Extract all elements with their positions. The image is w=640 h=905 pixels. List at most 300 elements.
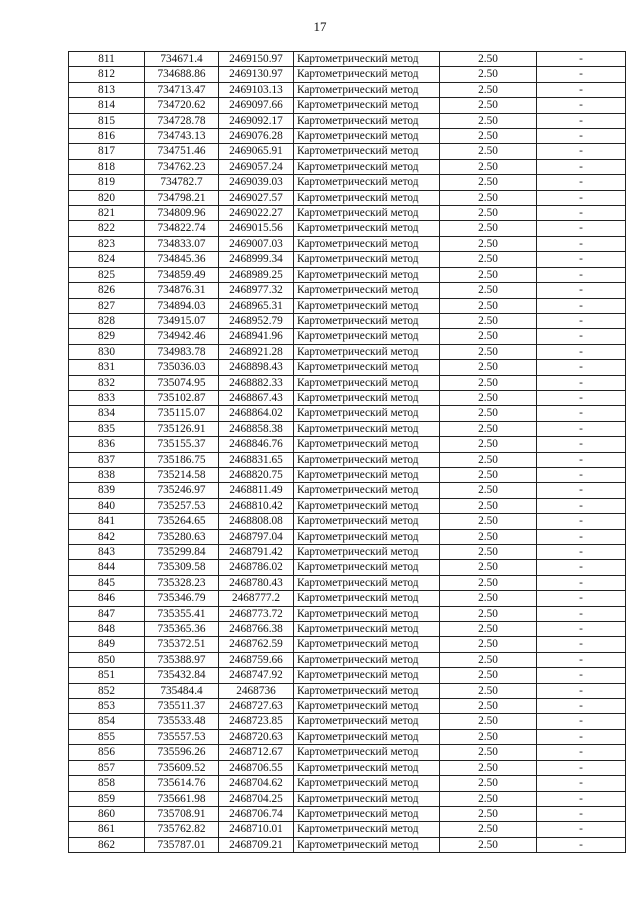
point-number-cell: 855 [69,729,145,744]
method-cell: Картометрический метод [294,298,440,313]
point-number-cell: 852 [69,683,145,698]
accuracy-cell: 2.50 [440,421,537,436]
method-cell: Картометрический метод [294,82,440,97]
y-coordinate-cell: 2468791.42 [219,545,294,560]
y-coordinate-cell: 2468820.75 [219,467,294,482]
table-row [69,298,626,313]
y-coordinate-cell: 2468810.42 [219,498,294,513]
point-number-cell: 818 [69,159,145,174]
x-coordinate-cell: 735155.37 [145,437,219,452]
x-coordinate-cell: 734876.31 [145,283,219,298]
table-row [69,806,626,821]
note-cell: - [537,837,626,852]
y-coordinate-cell: 2468864.02 [219,406,294,421]
accuracy-cell: 2.50 [440,360,537,375]
table-row [69,760,626,775]
point-number-cell: 826 [69,283,145,298]
method-cell: Картометрический метод [294,129,440,144]
table-row [69,206,626,221]
table-row [69,652,626,667]
method-cell: Картометрический метод [294,113,440,128]
table-row [69,483,626,498]
accuracy-cell: 2.50 [440,129,537,144]
method-cell: Картометрический метод [294,452,440,467]
note-cell: - [537,298,626,313]
point-number-cell: 846 [69,591,145,606]
y-coordinate-cell: 2469027.57 [219,190,294,205]
method-cell: Картометрический метод [294,575,440,590]
y-coordinate-cell: 2468858.38 [219,421,294,436]
note-cell: - [537,267,626,282]
y-coordinate-cell: 2468831.65 [219,452,294,467]
y-coordinate-cell: 2469097.66 [219,98,294,113]
point-number-cell: 812 [69,67,145,82]
point-number-cell: 830 [69,344,145,359]
note-cell: - [537,129,626,144]
accuracy-cell: 2.50 [440,98,537,113]
accuracy-cell: 2.50 [440,283,537,298]
table-body [69,52,626,853]
note-cell: - [537,313,626,328]
point-number-cell: 829 [69,329,145,344]
table-row [69,514,626,529]
note-cell: - [537,452,626,467]
point-number-cell: 833 [69,390,145,405]
y-coordinate-cell: 2468780.43 [219,575,294,590]
x-coordinate-cell: 735102.87 [145,390,219,405]
point-number-cell: 820 [69,190,145,205]
method-cell: Картометрический метод [294,729,440,744]
y-coordinate-cell: 2468898.43 [219,360,294,375]
accuracy-cell: 2.50 [440,159,537,174]
accuracy-cell: 2.50 [440,822,537,837]
point-number-cell: 819 [69,175,145,190]
table-row [69,175,626,190]
y-coordinate-cell: 2469057.24 [219,159,294,174]
note-cell: - [537,252,626,267]
note-cell: - [537,591,626,606]
table-row [69,452,626,467]
y-coordinate-cell: 2468766.38 [219,622,294,637]
point-number-cell: 848 [69,622,145,637]
table-row [69,545,626,560]
y-coordinate-cell: 2468808.08 [219,514,294,529]
y-coordinate-cell: 2468977.32 [219,283,294,298]
x-coordinate-cell: 734728.78 [145,113,219,128]
x-coordinate-cell: 734688.86 [145,67,219,82]
point-number-cell: 837 [69,452,145,467]
note-cell: - [537,714,626,729]
table-row [69,159,626,174]
x-coordinate-cell: 735328.23 [145,575,219,590]
table-row [69,329,626,344]
table-row [69,390,626,405]
x-coordinate-cell: 735280.63 [145,529,219,544]
note-cell: - [537,98,626,113]
table-row [69,313,626,328]
x-coordinate-cell: 734671.4 [145,52,219,67]
point-number-cell: 849 [69,637,145,652]
x-coordinate-cell: 734915.07 [145,313,219,328]
note-cell: - [537,729,626,744]
method-cell: Картометрический метод [294,437,440,452]
x-coordinate-cell: 735557.53 [145,729,219,744]
accuracy-cell: 2.50 [440,144,537,159]
method-cell: Картометрический метод [294,98,440,113]
method-cell: Картометрический метод [294,175,440,190]
table-row [69,668,626,683]
point-number-cell: 813 [69,82,145,97]
x-coordinate-cell: 735365.36 [145,622,219,637]
table-row [69,267,626,282]
y-coordinate-cell: 2469150.97 [219,52,294,67]
note-cell: - [537,498,626,513]
y-coordinate-cell: 2468777.2 [219,591,294,606]
y-coordinate-cell: 2468952.79 [219,313,294,328]
table-row [69,498,626,513]
accuracy-cell: 2.50 [440,467,537,482]
note-cell: - [537,390,626,405]
x-coordinate-cell: 735264.65 [145,514,219,529]
y-coordinate-cell: 2469007.03 [219,236,294,251]
y-coordinate-cell: 2468723.85 [219,714,294,729]
accuracy-cell: 2.50 [440,745,537,760]
y-coordinate-cell: 2468720.63 [219,729,294,744]
point-number-cell: 824 [69,252,145,267]
accuracy-cell: 2.50 [440,483,537,498]
point-number-cell: 825 [69,267,145,282]
method-cell: Картометрический метод [294,514,440,529]
note-cell: - [537,82,626,97]
table-row [69,699,626,714]
note-cell: - [537,606,626,621]
accuracy-cell: 2.50 [440,113,537,128]
x-coordinate-cell: 734713.47 [145,82,219,97]
x-coordinate-cell: 734833.07 [145,236,219,251]
accuracy-cell: 2.50 [440,791,537,806]
x-coordinate-cell: 735762.82 [145,822,219,837]
y-coordinate-cell: 2468941.96 [219,329,294,344]
y-coordinate-cell: 2469092.17 [219,113,294,128]
point-number-cell: 851 [69,668,145,683]
note-cell: - [537,175,626,190]
y-coordinate-cell: 2468704.25 [219,791,294,806]
x-coordinate-cell: 735309.58 [145,560,219,575]
method-cell: Картометрический метод [294,822,440,837]
method-cell: Картометрический метод [294,498,440,513]
method-cell: Картометрический метод [294,683,440,698]
y-coordinate-cell: 2468747.92 [219,668,294,683]
y-coordinate-cell: 2469022.27 [219,206,294,221]
y-coordinate-cell: 2468773.72 [219,606,294,621]
accuracy-cell: 2.50 [440,729,537,744]
table-row [69,344,626,359]
x-coordinate-cell: 734859.49 [145,267,219,282]
accuracy-cell: 2.50 [440,344,537,359]
y-coordinate-cell: 2469039.03 [219,175,294,190]
page-number: 17 [313,19,327,34]
accuracy-cell: 2.50 [440,452,537,467]
accuracy-cell: 2.50 [440,560,537,575]
method-cell: Картометрический метод [294,714,440,729]
note-cell: - [537,791,626,806]
note-cell: - [537,683,626,698]
note-cell: - [537,437,626,452]
note-cell: - [537,283,626,298]
x-coordinate-cell: 735787.01 [145,837,219,852]
table-row [69,637,626,652]
table-row [69,822,626,837]
y-coordinate-cell: 2468709.21 [219,837,294,852]
note-cell: - [537,545,626,560]
x-coordinate-cell: 734782.7 [145,175,219,190]
accuracy-cell: 2.50 [440,67,537,82]
note-cell: - [537,806,626,821]
accuracy-cell: 2.50 [440,622,537,637]
x-coordinate-cell: 734822.74 [145,221,219,236]
point-number-cell: 817 [69,144,145,159]
table-row [69,622,626,637]
point-number-cell: 841 [69,514,145,529]
note-cell: - [537,699,626,714]
y-coordinate-cell: 2469130.97 [219,67,294,82]
point-number-cell: 815 [69,113,145,128]
x-coordinate-cell: 735074.95 [145,375,219,390]
y-coordinate-cell: 2468727.63 [219,699,294,714]
accuracy-cell: 2.50 [440,776,537,791]
table-row [69,190,626,205]
table-row [69,98,626,113]
table-row [69,575,626,590]
accuracy-cell: 2.50 [440,668,537,683]
y-coordinate-cell: 2468921.28 [219,344,294,359]
x-coordinate-cell: 735186.75 [145,452,219,467]
x-coordinate-cell: 735596.26 [145,745,219,760]
point-number-cell: 858 [69,776,145,791]
note-cell: - [537,483,626,498]
x-coordinate-cell: 734798.21 [145,190,219,205]
point-number-cell: 842 [69,529,145,544]
table-row [69,606,626,621]
accuracy-cell: 2.50 [440,760,537,775]
x-coordinate-cell: 735257.53 [145,498,219,513]
point-number-cell: 828 [69,313,145,328]
y-coordinate-cell: 2468706.74 [219,806,294,821]
accuracy-cell: 2.50 [440,206,537,221]
y-coordinate-cell: 2468710.01 [219,822,294,837]
x-coordinate-cell: 734894.03 [145,298,219,313]
note-cell: - [537,344,626,359]
y-coordinate-cell: 2468736 [219,683,294,698]
x-coordinate-cell: 734983.78 [145,344,219,359]
y-coordinate-cell: 2468989.25 [219,267,294,282]
method-cell: Картометрический метод [294,375,440,390]
method-cell: Картометрический метод [294,760,440,775]
method-cell: Картометрический метод [294,652,440,667]
accuracy-cell: 2.50 [440,267,537,282]
note-cell: - [537,529,626,544]
note-cell: - [537,221,626,236]
accuracy-cell: 2.50 [440,714,537,729]
accuracy-cell: 2.50 [440,313,537,328]
note-cell: - [537,776,626,791]
method-cell: Картометрический метод [294,190,440,205]
note-cell: - [537,760,626,775]
x-coordinate-cell: 734743.13 [145,129,219,144]
method-cell: Картометрический метод [294,637,440,652]
table-row [69,129,626,144]
point-number-cell: 831 [69,360,145,375]
method-cell: Картометрический метод [294,776,440,791]
x-coordinate-cell: 735609.52 [145,760,219,775]
note-cell: - [537,329,626,344]
accuracy-cell: 2.50 [440,529,537,544]
point-number-cell: 811 [69,52,145,67]
note-cell: - [537,822,626,837]
method-cell: Картометрический метод [294,329,440,344]
accuracy-cell: 2.50 [440,652,537,667]
note-cell: - [537,652,626,667]
x-coordinate-cell: 735036.03 [145,360,219,375]
point-number-cell: 836 [69,437,145,452]
y-coordinate-cell: 2468867.43 [219,390,294,405]
y-coordinate-cell: 2469076.28 [219,129,294,144]
note-cell: - [537,113,626,128]
table-row [69,52,626,67]
table-row [69,67,626,82]
accuracy-cell: 2.50 [440,52,537,67]
table-row [69,683,626,698]
y-coordinate-cell: 2468965.31 [219,298,294,313]
x-coordinate-cell: 735484.4 [145,683,219,698]
table-row [69,714,626,729]
method-cell: Картометрический метод [294,545,440,560]
accuracy-cell: 2.50 [440,252,537,267]
x-coordinate-cell: 734751.46 [145,144,219,159]
note-cell: - [537,206,626,221]
y-coordinate-cell: 2468759.66 [219,652,294,667]
y-coordinate-cell: 2468811.49 [219,483,294,498]
x-coordinate-cell: 735661.98 [145,791,219,806]
y-coordinate-cell: 2468846.76 [219,437,294,452]
y-coordinate-cell: 2468797.04 [219,529,294,544]
note-cell: - [537,360,626,375]
method-cell: Картометрический метод [294,421,440,436]
table-row [69,221,626,236]
method-cell: Картометрический метод [294,806,440,821]
point-number-cell: 860 [69,806,145,821]
x-coordinate-cell: 735614.76 [145,776,219,791]
x-coordinate-cell: 735372.51 [145,637,219,652]
method-cell: Картометрический метод [294,467,440,482]
x-coordinate-cell: 735246.97 [145,483,219,498]
note-cell: - [537,668,626,683]
x-coordinate-cell: 735388.97 [145,652,219,667]
method-cell: Картометрический метод [294,67,440,82]
y-coordinate-cell: 2468704.62 [219,776,294,791]
point-number-cell: 843 [69,545,145,560]
table-row [69,375,626,390]
note-cell: - [537,159,626,174]
method-cell: Картометрический метод [294,52,440,67]
point-number-cell: 814 [69,98,145,113]
x-coordinate-cell: 735299.84 [145,545,219,560]
y-coordinate-cell: 2468786.02 [219,560,294,575]
table-row [69,252,626,267]
method-cell: Картометрический метод [294,837,440,852]
accuracy-cell: 2.50 [440,514,537,529]
table-row [69,283,626,298]
accuracy-cell: 2.50 [440,498,537,513]
table-row [69,729,626,744]
note-cell: - [537,236,626,251]
accuracy-cell: 2.50 [440,591,537,606]
method-cell: Картометрический метод [294,283,440,298]
coordinates-table [68,51,626,853]
method-cell: Картометрический метод [294,406,440,421]
method-cell: Картометрический метод [294,206,440,221]
x-coordinate-cell: 735355.41 [145,606,219,621]
method-cell: Картометрический метод [294,745,440,760]
method-cell: Картометрический метод [294,699,440,714]
point-number-cell: 861 [69,822,145,837]
method-cell: Картометрический метод [294,236,440,251]
x-coordinate-cell: 734720.62 [145,98,219,113]
point-number-cell: 816 [69,129,145,144]
accuracy-cell: 2.50 [440,575,537,590]
table-row [69,776,626,791]
table-row [69,144,626,159]
point-number-cell: 859 [69,791,145,806]
point-number-cell: 847 [69,606,145,621]
table-row [69,360,626,375]
table-row [69,82,626,97]
accuracy-cell: 2.50 [440,175,537,190]
method-cell: Картометрический метод [294,344,440,359]
point-number-cell: 856 [69,745,145,760]
point-number-cell: 822 [69,221,145,236]
table-row [69,467,626,482]
accuracy-cell: 2.50 [440,236,537,251]
method-cell: Картометрический метод [294,313,440,328]
accuracy-cell: 2.50 [440,806,537,821]
table-row [69,837,626,852]
note-cell: - [537,144,626,159]
note-cell: - [537,421,626,436]
x-coordinate-cell: 734762.23 [145,159,219,174]
table-row [69,236,626,251]
point-number-cell: 853 [69,699,145,714]
accuracy-cell: 2.50 [440,606,537,621]
y-coordinate-cell: 2469103.13 [219,82,294,97]
method-cell: Картометрический метод [294,606,440,621]
x-coordinate-cell: 735432.84 [145,668,219,683]
x-coordinate-cell: 735126.91 [145,421,219,436]
method-cell: Картометрический метод [294,252,440,267]
y-coordinate-cell: 2468882.33 [219,375,294,390]
note-cell: - [537,514,626,529]
table-row [69,791,626,806]
point-number-cell: 838 [69,467,145,482]
note-cell: - [537,406,626,421]
point-number-cell: 832 [69,375,145,390]
point-number-cell: 840 [69,498,145,513]
point-number-cell: 823 [69,236,145,251]
method-cell: Картометрический метод [294,591,440,606]
note-cell: - [537,67,626,82]
accuracy-cell: 2.50 [440,437,537,452]
x-coordinate-cell: 735115.07 [145,406,219,421]
